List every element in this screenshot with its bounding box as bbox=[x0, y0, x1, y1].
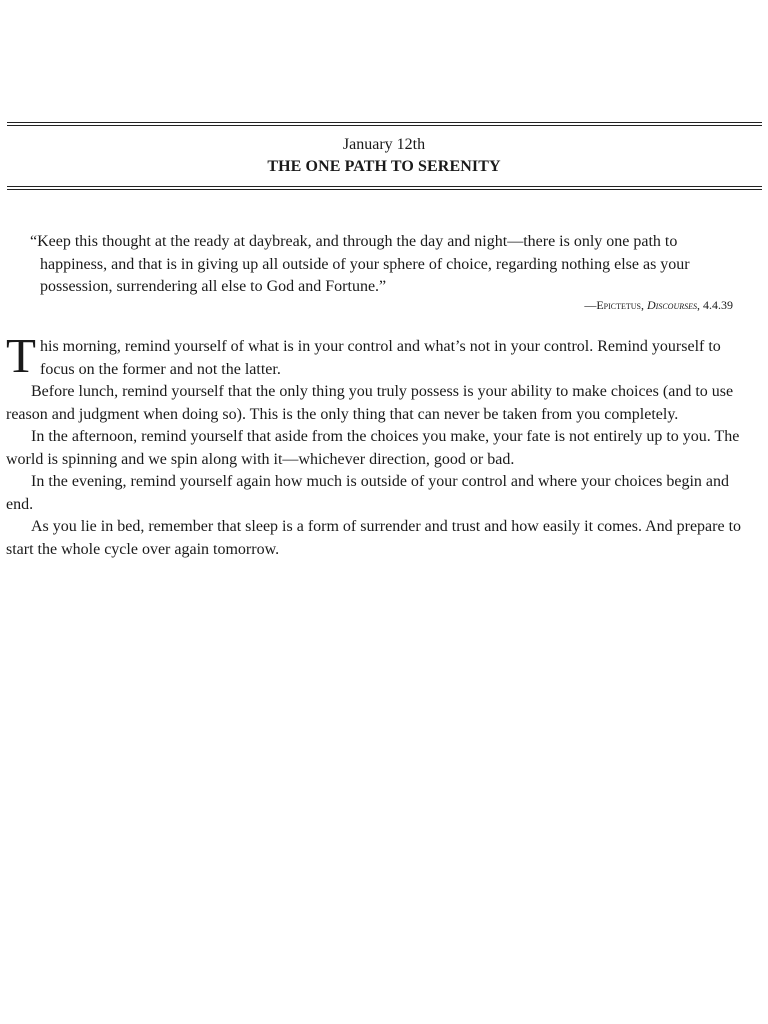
attribution-citation: , 4.4.39 bbox=[697, 298, 733, 312]
attribution-dash: — bbox=[584, 298, 597, 312]
header-bottom-double-rule bbox=[7, 186, 762, 190]
body-paragraph-1 bbox=[6, 328, 758, 383]
header-top-double-rule bbox=[7, 122, 762, 126]
body-paragraph-1-text: his morning, remind yourself of what is in your control and what’s not in your control. Remind yourself to focus on the former and not the latter. bbox=[40, 338, 721, 378]
entry-date: January 12th bbox=[342, 136, 426, 153]
epigraph bbox=[30, 231, 730, 299]
attribution-author: Epictetus bbox=[596, 298, 641, 312]
attribution-separator: , bbox=[641, 298, 647, 312]
epigraph-attribution bbox=[584, 297, 733, 313]
epigraph-quote: “Keep this thought at the ready at daybreak, and through the day and night—there is only one path to happiness, and that is in giving up all outside of your sphere of choice, regarding nothing else as your possession, surrendering all else to God and Fortune.” bbox=[30, 233, 690, 295]
body-paragraph-2: Before lunch, remind yourself that the only thing you truly possess is your ability to make choices (and to use reason and judgment when doing so). This is the only thing that can never be taken from you completely. bbox=[6, 383, 734, 423]
drop-cap: T bbox=[6, 328, 36, 383]
body-paragraph-5: As you lie in bed, remember that sleep is a form of surrender and trust and how easily it comes. And prepare to start the whole cycle over again tomorrow. bbox=[6, 518, 742, 558]
attribution-work: Discourses bbox=[647, 298, 697, 312]
entry-header bbox=[0, 134, 768, 178]
rule-line bbox=[7, 122, 762, 123]
rule-line bbox=[7, 189, 762, 190]
body-paragraph-3: In the afternoon, remind yourself that aside from the choices you make, your fate is not entirely up to you. The world is spinning and we spin along with it—whichever direction, good or bad. bbox=[6, 428, 740, 468]
rule-line bbox=[7, 186, 762, 187]
entry-title: THE ONE PATH TO SERENITY bbox=[267, 158, 501, 175]
body-paragraph-4: In the evening, remind yourself again how much is outside of your control and where your choices begin and end. bbox=[6, 473, 730, 513]
entry-body bbox=[6, 328, 758, 561]
rule-line bbox=[7, 125, 762, 126]
